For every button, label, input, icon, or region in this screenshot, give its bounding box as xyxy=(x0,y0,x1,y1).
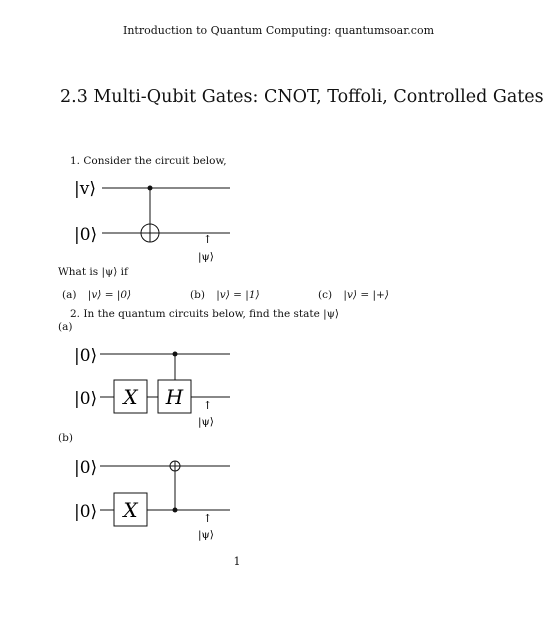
q1-output-state: |ψ⟩ xyxy=(198,251,214,263)
q1-control-dot xyxy=(148,186,153,191)
q1-option-c xyxy=(318,289,389,301)
q2-part-b-label: (b) xyxy=(58,432,73,444)
page-number: 1 xyxy=(233,555,241,568)
q1-option-b-label: (b) xyxy=(190,289,205,301)
circuit-q2a xyxy=(0,338,474,438)
section-title: 2.3 Multi-Qubit Gates: CNOT, Toffoli, Controlled Gates xyxy=(60,87,544,107)
q2a-control-dot xyxy=(173,352,178,357)
q1-option-b xyxy=(190,289,260,301)
q2a-x-gate-label: X xyxy=(123,385,138,409)
circuit-q1 xyxy=(0,170,474,265)
q2b-ket-top: |0⟩ xyxy=(74,458,98,478)
question-1-prompt: 1. Consider the circuit below, xyxy=(70,155,227,167)
question-2-prompt: 2. In the quantum circuits below, find the state |ψ⟩ xyxy=(70,308,340,320)
q2-part-a-label: (a) xyxy=(58,321,73,333)
q2b-x-gate-label: X xyxy=(123,498,138,522)
q1-ket-top: |v⟩ xyxy=(74,179,96,199)
q2b-arrow: ↑ xyxy=(203,512,213,525)
q2a-h-gate-label: H xyxy=(165,385,184,409)
circuit-q2b xyxy=(0,450,474,550)
q1-ket-bottom: |0⟩ xyxy=(74,225,98,245)
q2b-ket-bottom: |0⟩ xyxy=(74,502,98,522)
q1-option-b-expr: |v⟩ = |1⟩ xyxy=(216,289,260,301)
q2a-ket-top: |0⟩ xyxy=(74,346,98,366)
q2a-ket-bottom: |0⟩ xyxy=(74,389,98,409)
q1-option-a-expr: |v⟩ = |0⟩ xyxy=(87,289,132,301)
q1-arrow: ↑ xyxy=(203,233,213,246)
q2b-control-dot xyxy=(173,508,178,513)
q2a-output-state: |ψ⟩ xyxy=(198,416,214,428)
q1-option-a xyxy=(62,289,131,301)
question-1-what-is: What is |ψ⟩ if xyxy=(58,266,128,278)
q1-option-a-label: (a) xyxy=(62,289,77,301)
q2a-arrow: ↑ xyxy=(203,399,213,412)
page-header: Introduction to Quantum Computing: quantumsoar.com xyxy=(122,24,434,37)
q2b-output-state: |ψ⟩ xyxy=(198,529,214,541)
q1-option-c-expr: |v⟩ = |+⟩ xyxy=(343,289,389,301)
q1-option-c-label: (c) xyxy=(318,289,333,301)
